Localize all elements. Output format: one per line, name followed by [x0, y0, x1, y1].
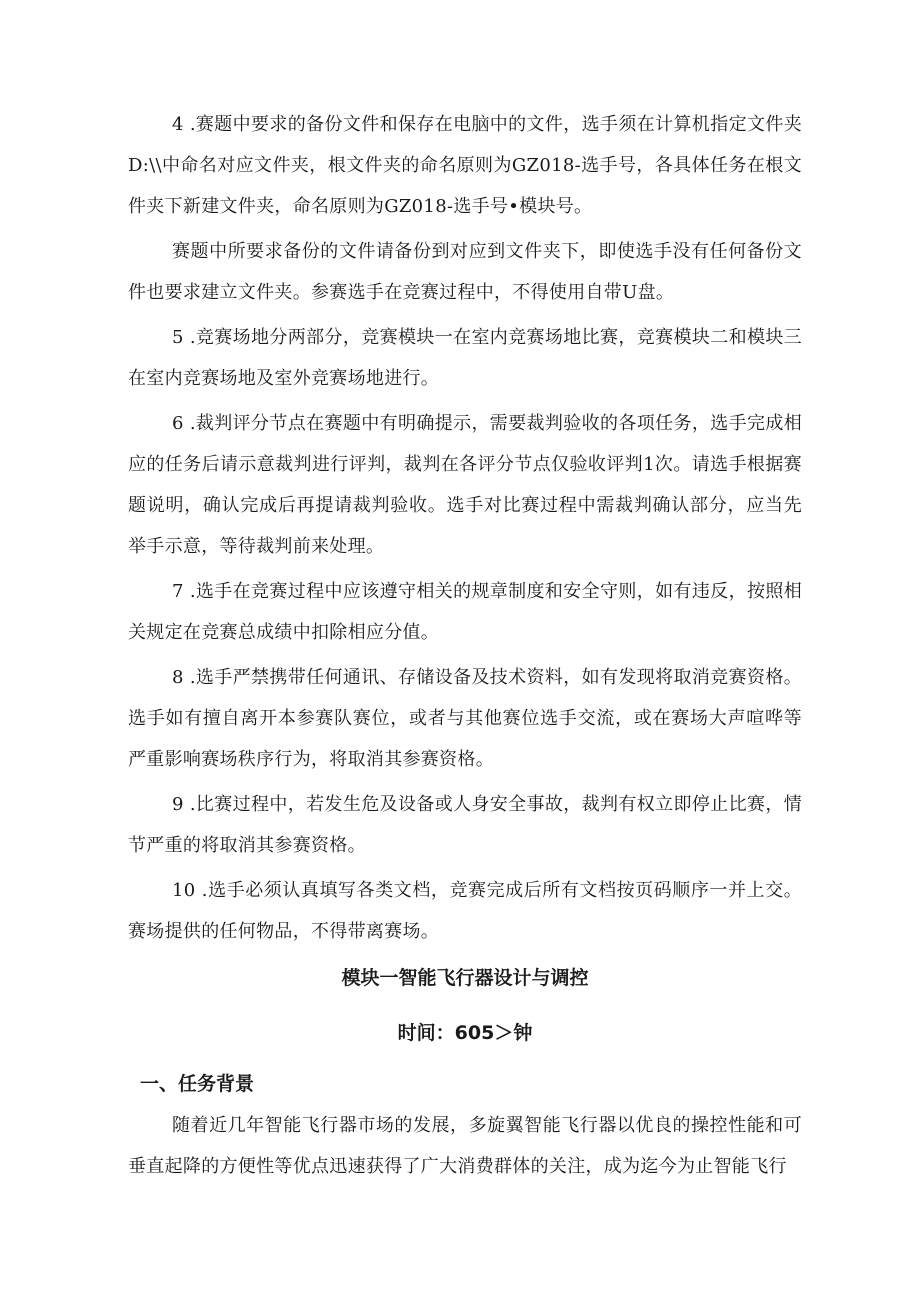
- rule-4-paragraph: 4 .赛题中要求的备份文件和保存在电脑中的文件，选手须在计算机指定文件夹D:\\中命名对应文件夹，根文件夹的命名原则为GZ018-选手号，各具体任务在根文件夹下新建文件夹，命名原则为GZ018-选手号•模块号。: [128, 114, 802, 217]
- rule-10-paragraph: 10 .选手必须认真填写各类文档，竞赛完成后所有文档按页码顺序一并上交。赛场提供的任何物品，不得带离赛场。: [128, 880, 802, 942]
- backup-note-paragraph: 赛题中所要求备份的文件请备份到对应到文件夹下，即使选手没有任何备份文件也要求建立文件夹。参赛选手在竞赛过程中，不得使用自带U盘。: [128, 241, 802, 303]
- section-heading-task-background: 一、任务背景: [140, 1073, 255, 1095]
- rule-7-paragraph: 7 .选手在竞赛过程中应该遵守相关的规章制度和安全守则，如有违反，按照相关规定在竞赛总成绩中扣除相应分值。: [128, 581, 802, 643]
- module-title: 模块一智能飞行器设计与调控: [341, 967, 589, 989]
- rule-8-paragraph: 8 .选手严禁携带任何通讯、存储设备及技术资料，如有发现将取消竞赛资格。选手如有擅自离开本参赛队赛位，或者与其他赛位选手交流，或在赛场大声喧哗等严重影响赛场秩序行为，将取消其参赛资格。: [128, 667, 802, 770]
- time-allotment: 时间：605＞钟: [397, 1022, 533, 1044]
- rule-9-paragraph: 9 .比赛过程中，若发生危及设备或人身安全事故，裁判有权立即停止比赛，情节严重的将取消其参赛资格。: [128, 794, 802, 856]
- rule-6-paragraph: 6 .裁判评分节点在赛题中有明确提示，需要裁判验收的各项任务，选手完成相应的任务后请示意裁判进行评判，裁判在各评分节点仅验收评判1次。请选手根据赛题说明，确认完成后再提请裁判验收。选手对比赛过程中需裁判确认部分，应当先举手示意，等待裁判前来处理。: [128, 413, 802, 557]
- task-background-paragraph: 随着近几年智能飞行器市场的发展，多旋翼智能飞行器以优良的操控性能和可垂直起降的方便性等优点迅速获得了广大消费群体的关注，成为迄今为止智能飞行: [128, 1115, 802, 1177]
- rule-5-paragraph: 5 .竞赛场地分两部分，竞赛模块一在室内竞赛场地比赛，竞赛模块二和模块三在室内竞赛场地及室外竞赛场地进行。: [128, 327, 802, 389]
